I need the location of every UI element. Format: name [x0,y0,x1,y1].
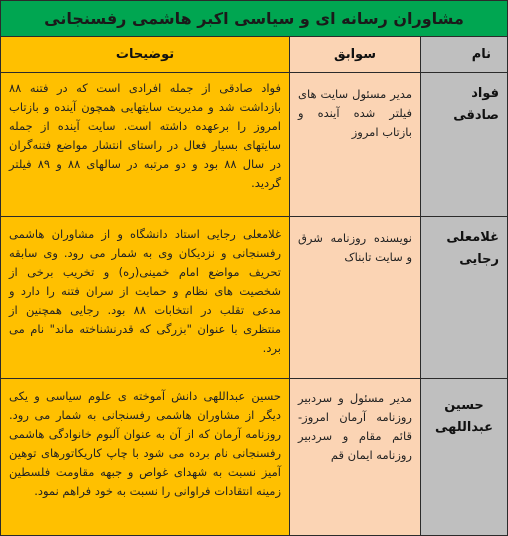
header-row [1,37,507,73]
row-history: نویسنده روزنامه شرق و سایت تابناک [289,217,420,378]
row-description: غلامعلی رجایی استاد دانشگاه و از مشاوران هاشمی رفسنجانی و نزدیکان وی به شمار می رود. وی سابقه تحریف مواضع امام خمینی(ره) و تخریب برخی از شخصیت های نظام و حمایت از سران فتنه را دارد و مدعی تقلب در انتخابات ۸۸ بود. رجایی همچنین از منتظری با عنوان "بزرگی که قدرنشناخته ماند" نام می برد. [1,217,289,378]
row-history: مدیر مسئول سایت های فیلتر شده آینده و بازتاب امروز [289,73,420,216]
table-row [1,379,507,535]
header-history: سوابق [289,37,420,72]
table-row [1,73,507,217]
row-name: غلامعلی رجایی [420,217,507,378]
row-name: حسین عبداللهی [420,379,507,535]
table-title: مشاوران رسانه ای و سیاسی اکبر هاشمی رفسنجانی [1,1,507,37]
row-history: مدیر مسئول و سردبیر روزنامه آرمان امروز- قائم مقام و سردبیر روزنامه ایمان قم [289,379,420,535]
row-description: فواد صادقی از جمله افرادی است که در فتنه ۸۸ بازداشت شد و مدیریت سایتهایی همچون آینده و بازتاب امروز را برعهده داشته است. سایت آینده از جمله سایتهای بسیار فعال در راستای انتشار مواضع فتنه‌گران در سال ۸۸ بود و دو مرتبه در سالهای ۸۸ و ۸۹ فیلتر گردید. [1,73,289,216]
header-name: نام [420,37,507,72]
header-description: توضیحات [1,37,289,72]
table-row [1,217,507,379]
row-name: فواد صادقی [420,73,507,216]
row-description: حسین عبداللهی دانش آموخته ی علوم سیاسی و یکی دیگر از مشاوران هاشمی رفسنجانی به شمار می رود. روزنامه آرمان که از آن به عنوان آلبوم خانوادگی هاشمی رفسنجانی نام برده می شود با چاپ کاریکاتورهای توهین آمیز نسبت به شهدای غواص و جبهه مقاومت فلسطین زمینه انتقادات فراوانی را نسبت به خود فراهم نمود. [1,379,289,535]
